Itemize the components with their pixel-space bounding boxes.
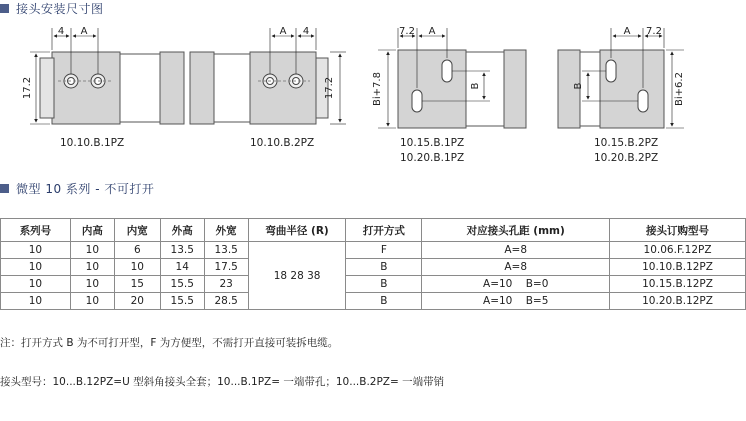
cell-inner-height: 10 [70,259,114,276]
cell-inner-height: 10 [70,276,114,293]
caption-10-10-b-2pz: 10.10.B.2PZ [250,137,315,149]
cell-outer-width: 13.5 [204,242,248,259]
dim-right-a: A [279,26,287,37]
header-inner-width: 内宽 [114,219,160,242]
cell-inner-width: 15 [114,276,160,293]
cell-outer-height: 14 [160,259,204,276]
table-header-row [1,219,746,242]
cell-series: 10 [1,259,71,276]
note-open-type: 注：打开方式 B 为不可打开型，F 为方便型，不需打开直接可装拆电缆。 [0,337,339,349]
cell-inner-height: 10 [70,242,114,259]
header-outer-width: 外宽 [204,219,248,242]
cell-series: 10 [1,276,71,293]
cell-open-type: B [346,259,422,276]
caption-10-20-b-2pz: 10.20.B.2PZ [594,152,659,164]
header-series: 系列号 [1,219,71,242]
cell-outer-width: 23 [204,276,248,293]
cell-open-type: B [346,276,422,293]
dim-bi-6-2: Bi+6.2 [674,72,685,106]
square-icon [0,184,9,193]
square-icon [0,4,9,13]
cell-hole-distance: A=8 [422,242,610,259]
cell-hole-distance: A=8 [422,259,610,276]
connector-dimension-drawing [0,14,746,174]
dim-right-drawing-7-2-right: 7.2 [646,26,662,37]
cell-outer-height: 15.5 [160,293,204,310]
cell-inner-width: 6 [114,242,160,259]
table-row [1,259,746,276]
dim-left-a: A [80,26,88,37]
cell-hole-distance: A=10 B=0 [422,276,610,293]
cell-outer-width: 17.5 [204,259,248,276]
header-inner-height: 内高 [70,219,114,242]
cell-open-type: B [346,293,422,310]
header-open-type: 打开方式 [346,219,422,242]
caption-10-15-b-1pz: 10.15.B.1PZ [400,137,465,149]
caption-10-15-b-2pz: 10.15.B.2PZ [594,137,659,149]
section-title-text: 接头安装尺寸图 [16,2,104,16]
cell-outer-width: 28.5 [204,293,248,310]
header-order-model: 接头订购型号 [610,219,746,242]
cell-hole-distance: A=10 B=5 [422,293,610,310]
drawing-left [22,26,346,149]
drawing-right [372,26,685,164]
header-hole-distance: 对应接头孔距 (mm) [422,219,610,242]
header-bend-radius: 弯曲半径 (R) [248,219,346,242]
note-connector-models: 接头型号：10...B.12PZ=U 型斜角接头全套；10...B.1PZ= 一端带孔；10...B.2PZ= 一端带销 [0,376,445,388]
cell-inner-height: 10 [70,293,114,310]
cell-order-model: 10.06.F.12PZ [610,242,746,259]
dim-right-drawing-a-right: A [623,26,631,37]
dim-left-4: 4 [57,26,65,37]
dim-height-left: 17.2 [22,76,33,100]
section-title-series [0,180,154,197]
cell-order-model: 10.10.B.12PZ [610,259,746,276]
cell-outer-height: 13.5 [160,242,204,259]
dim-b-left: B [470,82,481,90]
cell-inner-width: 20 [114,293,160,310]
cell-order-model: 10.20.B.12PZ [610,293,746,310]
dim-right-drawing-a-left: A [428,26,436,37]
caption-10-10-b-1pz: 10.10.B.1PZ [60,137,125,149]
dim-right-drawing-7-2-left: 7.2 [399,26,415,37]
header-outer-height: 外高 [160,219,204,242]
table-row [1,276,746,293]
dim-b-right: B [573,82,584,90]
section-title-text: 微型 10 系列 - 不可打开 [16,182,155,196]
cell-outer-height: 15.5 [160,276,204,293]
cell-open-type: F [346,242,422,259]
dim-right-4: 4 [302,26,310,37]
table-row [1,293,746,310]
cell-inner-width: 10 [114,259,160,276]
cell-bend-radius: 18 28 38 [248,242,346,310]
cell-order-model: 10.15.B.12PZ [610,276,746,293]
spec-table [0,218,746,310]
dim-height-right: 17.2 [324,76,335,100]
dim-bi-7-8: Bi+7.8 [372,72,383,106]
cell-series: 10 [1,242,71,259]
table-row [1,242,746,259]
caption-10-20-b-1pz: 10.20.B.1PZ [400,152,465,164]
cell-series: 10 [1,293,71,310]
